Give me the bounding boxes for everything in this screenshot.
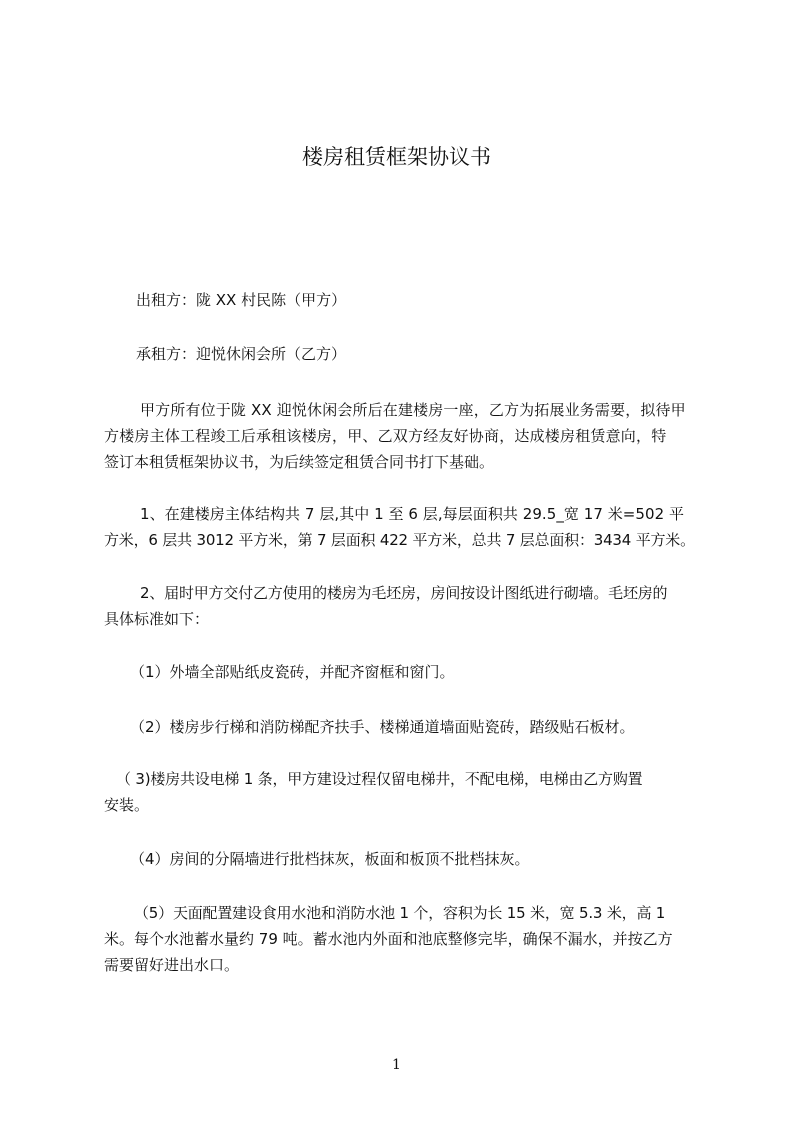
lessee-line: 承租方：迎悦休闲会所（乙方） [136, 345, 347, 363]
page-number: 1 [392, 1057, 401, 1073]
standard-item-5-line: 米。每个水池蓄水量约 79 吨。蓄水池内外面和池底整修完毕，确保不漏水，并按乙方 [104, 930, 673, 948]
clause-2-line: 2、届时甲方交付乙方使用的楼房为毛坯房，房间按设计图纸进行砌墙。毛坯房的 [140, 584, 668, 602]
standard-item-4: （4）房间的分隔墙进行批档抹灰，板面和板顶不批档抹灰。 [130, 850, 530, 868]
clause-2-line: 具体标准如下： [104, 610, 210, 628]
intro-paragraph-line: 方楼房主体工程竣工后承租该楼房，甲、乙双方经友好协商，达成楼房租赁意向，特 [104, 427, 667, 445]
standard-item-3-line: 安装。 [104, 796, 150, 814]
standard-item-5-line: 需要留好进出水口。 [104, 956, 240, 974]
standard-item-1: （1）外墙全部贴纸皮瓷砖，并配齐窗框和窗门。 [130, 663, 455, 681]
intro-paragraph-line: 签订本租赁框架协议书，为后续签定租赁合同书打下基础。 [104, 453, 495, 471]
lessor-line: 出租方：陇 XX 村民陈（甲方） [136, 291, 347, 309]
clause-1-line: 方米，6 层共 3012 平方米，第 7 层面积 422 平方米，总共 7 层总面积：3434 平方米。 [104, 531, 695, 549]
clause-1-line: 1、在建楼房主体结构共 7 层,其中 1 至 6 层,每层面积共 29.5_宽 17 米=502 平 [140, 505, 685, 523]
standard-item-3-line: （ 3)楼房共设电梯 1 条，甲方建设过程仅留电梯井，不配电梯，电梯由乙方购置 [116, 770, 643, 788]
standard-item-2: （2）楼房步行梯和消防梯配齐扶手、楼梯通道墙面贴瓷砖，踏级贴石板材。 [130, 718, 635, 736]
standard-item-5-line: （5）天面配置建设食用水池和消防水池 1 个，容积为长 15 米，宽 5.3 米，高 1 [134, 904, 666, 922]
document-title: 楼房租赁框架协议书 [302, 145, 491, 169]
intro-paragraph-line: 甲方所有位于陇 XX 迎悦休闲会所后在建楼房一座，乙方为拓展业务需要，拟待甲 [140, 401, 686, 419]
